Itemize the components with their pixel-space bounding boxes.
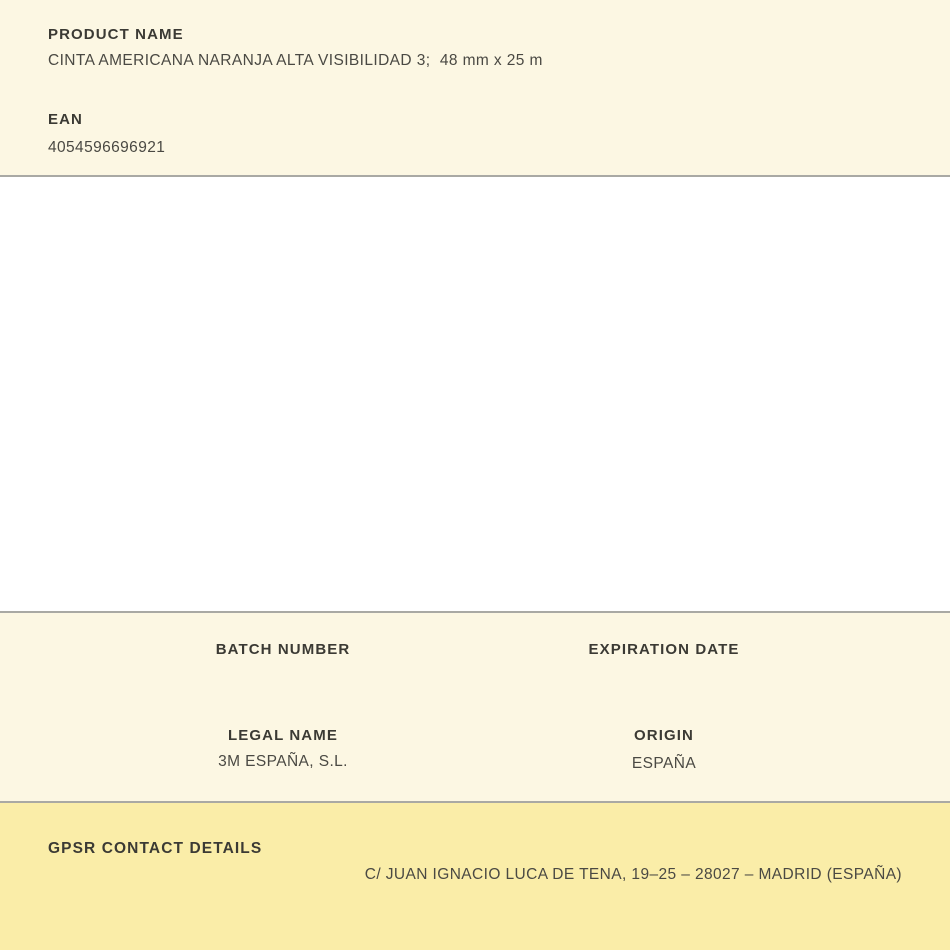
product-name-value: CINTA AMERICANA NARANJA ALTA VISIBILIDAD 3; 48 mm x 25 m bbox=[48, 52, 543, 69]
product-name-label: PRODUCT NAME bbox=[48, 26, 184, 43]
product-identity-section bbox=[0, 0, 950, 175]
origin-value: ESPAÑA bbox=[631, 755, 697, 772]
legal-name-label: LEGAL NAME bbox=[228, 727, 338, 744]
legal-name-value: 3M ESPAÑA, S.L. bbox=[218, 753, 348, 770]
origin-label: ORIGIN bbox=[634, 727, 694, 744]
ean-value: 4054596696921 bbox=[48, 139, 166, 156]
gpsr-contact-address: C/ JUAN IGNACIO LUCA DE TENA, 19–25 – 28027 – MADRID (ESPAÑA) bbox=[364, 866, 902, 883]
gpsr-contact-details-label: GPSR CONTACT DETAILS bbox=[48, 840, 263, 857]
product-image-area bbox=[0, 177, 950, 611]
batch-number-label: BATCH NUMBER bbox=[215, 641, 351, 658]
ean-label: EAN bbox=[48, 111, 83, 128]
expiration-date-label: EXPIRATION DATE bbox=[588, 641, 740, 658]
product-details-section bbox=[0, 613, 950, 801]
